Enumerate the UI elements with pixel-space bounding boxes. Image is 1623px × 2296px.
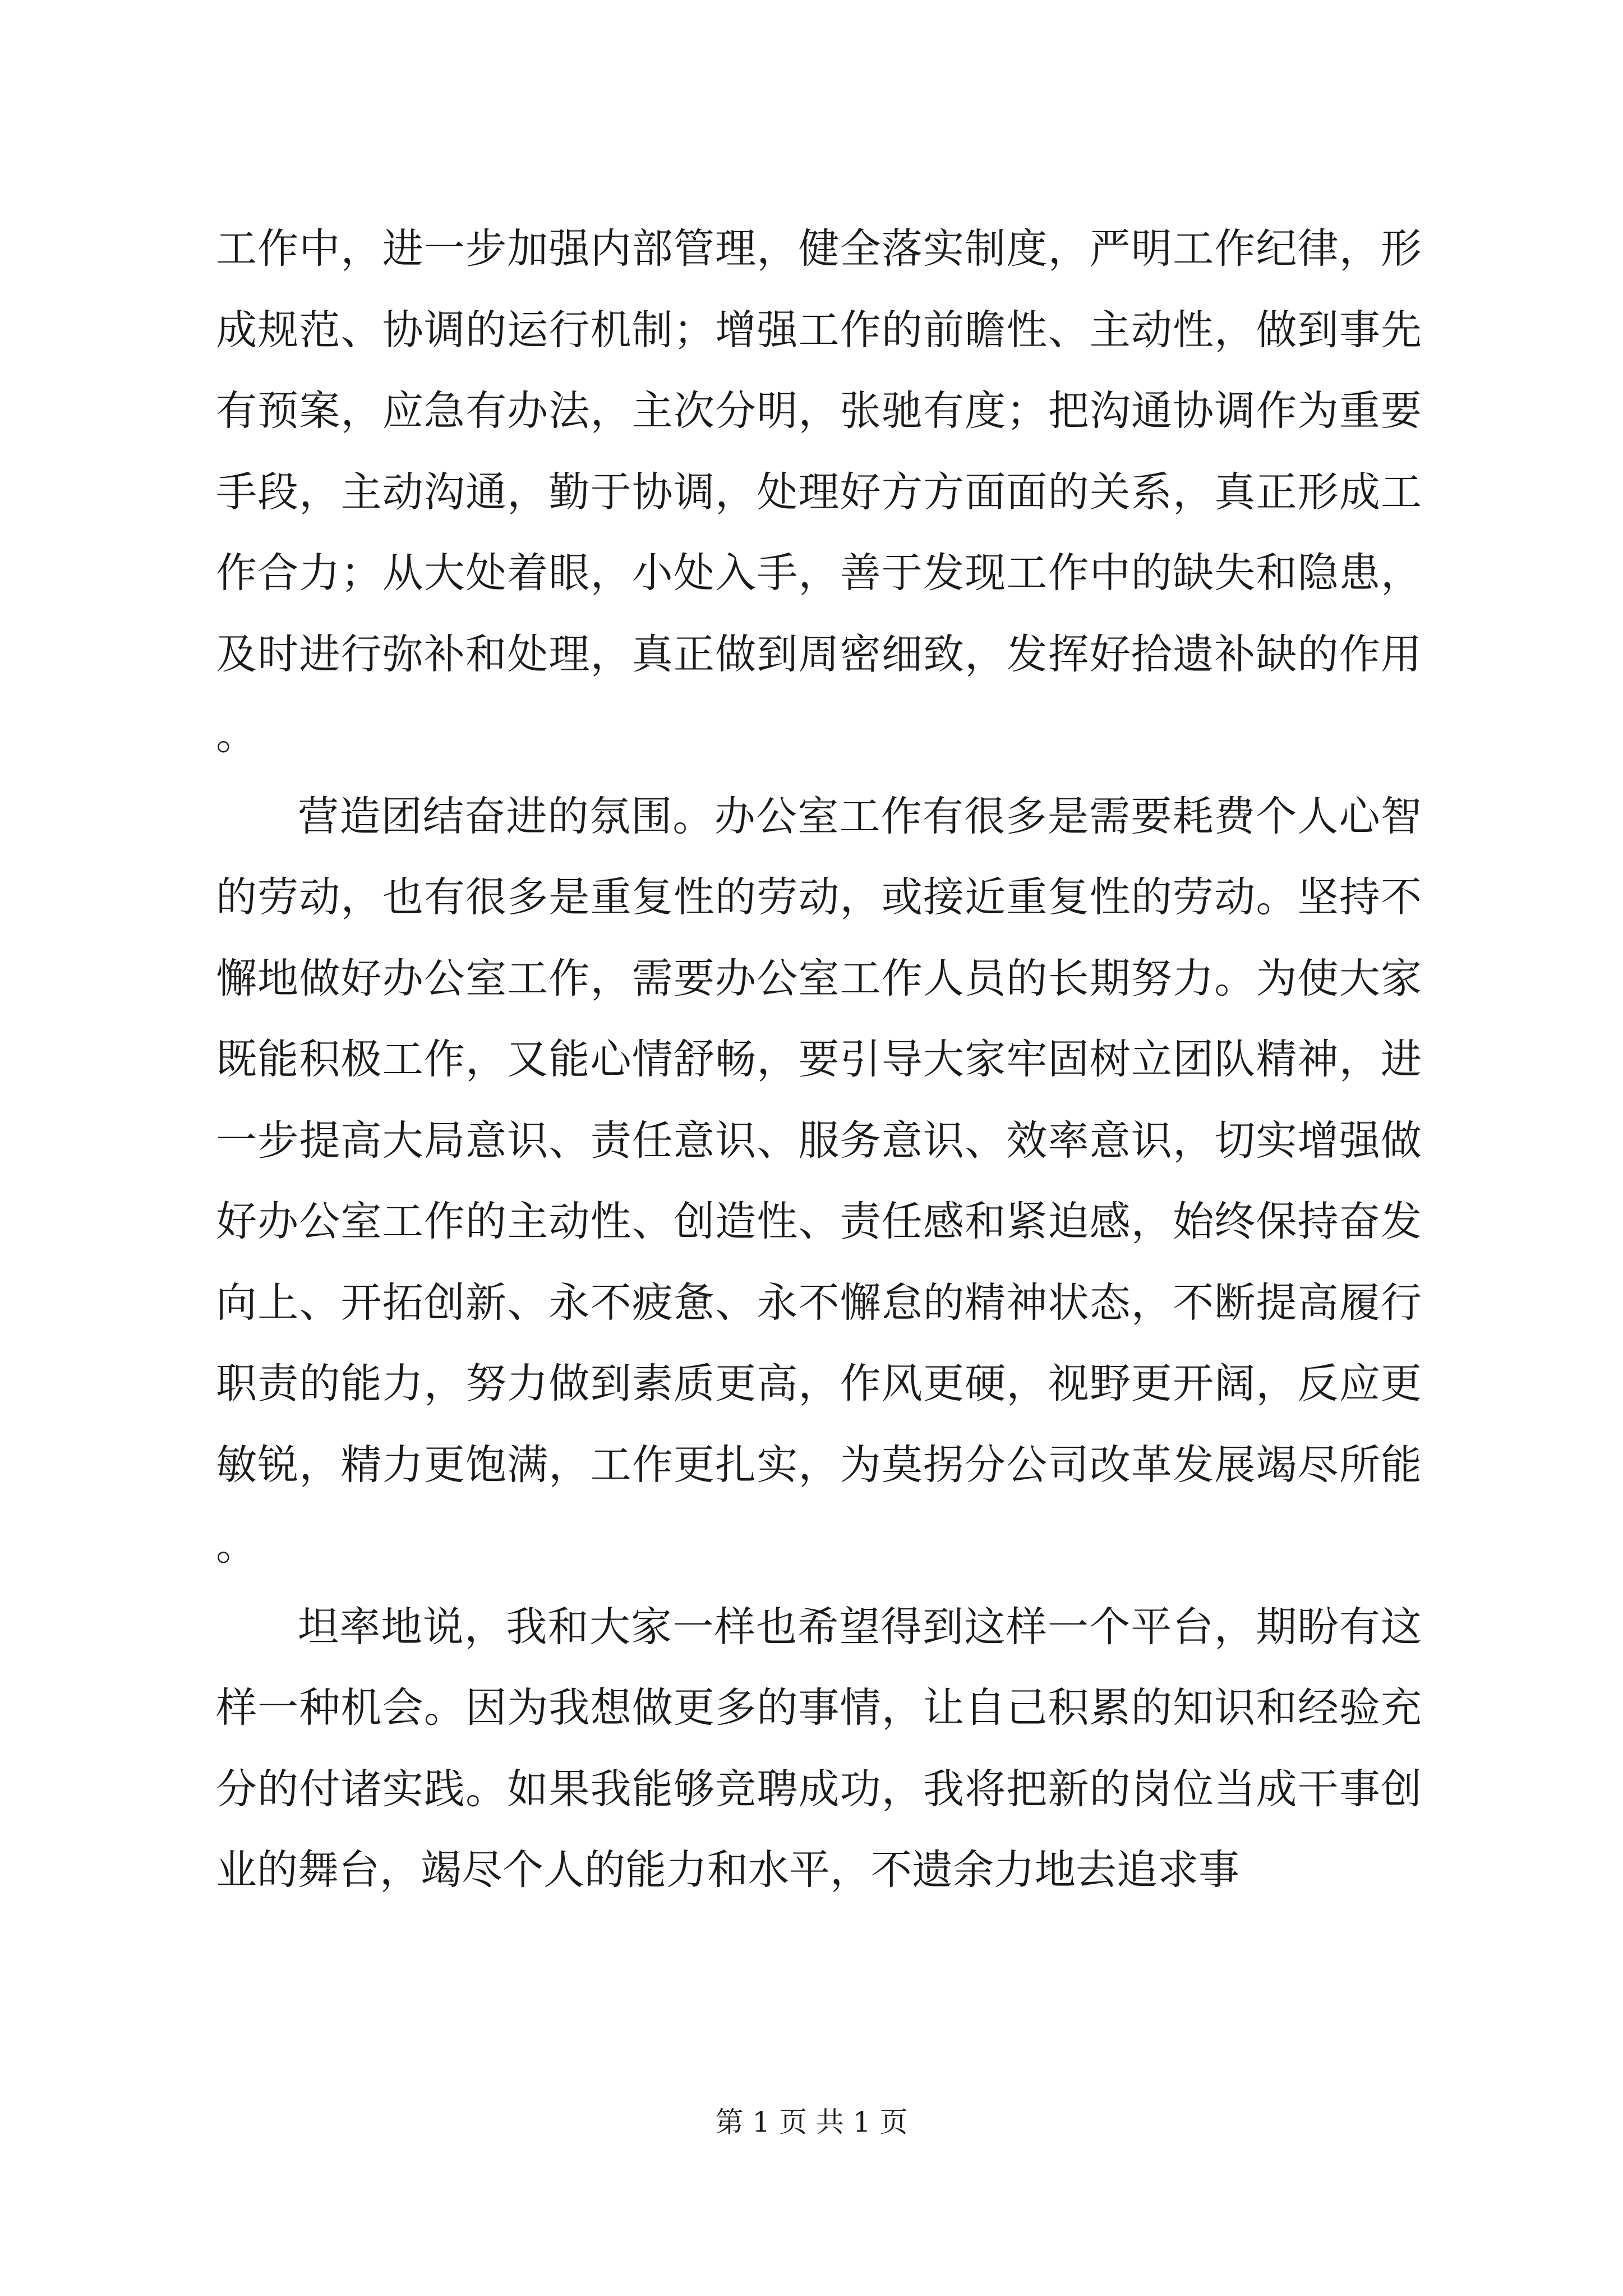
page-number-label: 第 1 页 共 1 页 xyxy=(715,2106,908,2138)
document-body xyxy=(216,209,1422,1911)
paragraph-2: 营造团结奋进的氛围。办公室工作有很多是需要耗费个人心智的劳动，也有很多是重复性的劳动，或接近重复性的劳动。坚持不懈地做好办公室工作，需要办公室工作人员的长期努力。为使大家既能积极工作，又能心情舒畅，要引导大家牢固树立团队精神，进一步提高大局意识、责任意识、服务意识、效率意识，切实增强做好办公室工作的主动性、创造性、责任感和紧迫感，始终保持奋发向上、开拓创新、永不疲惫、永不懈怠的精神状态，不断提高履行职责的能力，努力做到素质更高，作风更硬，视野更开阔，反应更敏锐，精力更饱满，工作更扎实，为莫拐分公司改革发展竭尽所能。 xyxy=(216,792,1422,1570)
page-footer xyxy=(0,2102,1623,2142)
paragraph-1: 工作中，进一步加强内部管理，健全落实制度，严明工作纪律，形成规范、协调的运行机制；增强工作的前瞻性、主动性，做到事先有预案，应急有办法，主次分明，张驰有度；把沟通协调作为重要手段，主动沟通，勤于协调，处理好方方面面的关系，真正形成工作合力；从大处着眼，小处入手，善于发现工作中的缺失和隐患，及时进行弥补和处理，真正做到周密细致，发挥好拾遗补缺的作用。 xyxy=(216,225,1422,759)
paragraph-3: 坦率地说，我和大家一样也希望得到这样一个平台，期盼有这样一种机会。因为我想做更多的事情，让自己积累的知识和经验充分的付诸实践。如果我能够竞聘成功，我将把新的岗位当成干事创业的舞台，竭尽个人的能力和水平，不遗余力地去追求事 xyxy=(216,1603,1422,1894)
